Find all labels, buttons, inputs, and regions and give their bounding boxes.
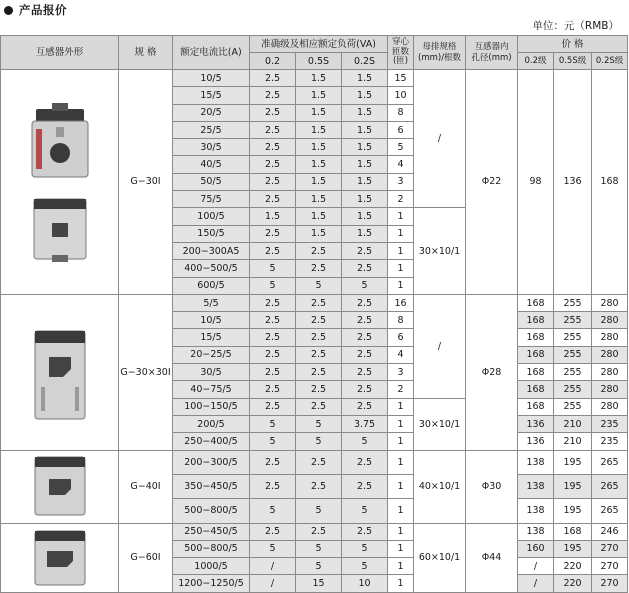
price-0-2s-cell: 270	[592, 575, 628, 592]
acc-0-5s-cell: 2.5	[296, 474, 342, 498]
price-0-5s-cell: 220	[554, 575, 592, 592]
header-turns: 穿心 匝数 (匝)	[388, 36, 414, 70]
acc-0-5s-cell: 2.5	[296, 364, 342, 381]
acc-0-2-cell: 2.5	[250, 450, 296, 474]
acc-0-2-cell: 5	[250, 415, 296, 432]
turns-cell: 3	[388, 173, 414, 190]
price-0-5s-cell: 255	[554, 381, 592, 398]
acc-0-2-cell: 2.5	[250, 398, 296, 415]
acc-0-2s-cell: 5	[342, 558, 388, 575]
price-0-5s-cell: 220	[554, 558, 592, 575]
turns-cell: 2	[388, 191, 414, 208]
price-0-2-cell: 168	[518, 346, 554, 363]
acc-0-5s-cell: 2.5	[296, 381, 342, 398]
ratio-cell: 50/5	[173, 173, 250, 190]
acc-0-2-cell: 5	[250, 540, 296, 557]
acc-0-5s-cell: 5	[296, 415, 342, 432]
acc-0-5s-cell: 5	[296, 540, 342, 557]
acc-0-2s-cell: 2.5	[342, 260, 388, 277]
acc-0-2s-cell: 1.5	[342, 173, 388, 190]
ratio-cell: 500−800/5	[173, 540, 250, 557]
table-row	[1, 70, 628, 87]
price-0-2s-cell: 235	[592, 433, 628, 450]
acc-0-2-cell: 2.5	[250, 191, 296, 208]
price-0-2s-cell: 265	[592, 474, 628, 498]
price-0-2s-cell: 280	[592, 329, 628, 346]
ratio-cell: 10/5	[173, 312, 250, 329]
turns-cell: 1	[388, 415, 414, 432]
turns-cell: 1	[388, 499, 414, 523]
header-acc-0-5s: 0.5S	[296, 53, 342, 70]
turns-cell: 16	[388, 294, 414, 311]
acc-0-2-cell: 5	[250, 433, 296, 450]
acc-0-2s-cell: 5	[342, 499, 388, 523]
price-0-2-cell: 160	[518, 540, 554, 557]
price-table-body	[1, 70, 628, 593]
acc-0-2-cell: /	[250, 575, 296, 592]
price-0-5s-cell: 255	[554, 312, 592, 329]
acc-0-2s-cell: 5	[342, 433, 388, 450]
ct-g60i-icon	[25, 525, 95, 591]
price-0-2s-cell: 280	[592, 381, 628, 398]
hole-cell: Φ22	[466, 70, 518, 295]
acc-0-2s-cell: 1.5	[342, 208, 388, 225]
turns-cell: 8	[388, 312, 414, 329]
ratio-cell: 100−150/5	[173, 398, 250, 415]
price-0-2s-cell: 270	[592, 540, 628, 557]
spec-cell: G−30×30I	[119, 294, 173, 450]
currency-unit: 单位：元（RMB）	[532, 20, 619, 32]
acc-0-2-cell: 5	[250, 499, 296, 523]
appearance-image	[1, 294, 119, 450]
price-0-2s-cell: 235	[592, 415, 628, 432]
price-0-5s-cell: 195	[554, 540, 592, 557]
header-hole: 互感器内 孔径(mm)	[466, 36, 518, 70]
turns-cell: 1	[388, 575, 414, 592]
ratio-cell: 600/5	[173, 277, 250, 294]
acc-0-5s-cell: 2.5	[296, 294, 342, 311]
price-0-5s-cell: 195	[554, 499, 592, 523]
price-0-5s-cell: 168	[554, 523, 592, 540]
price-0-5s-cell: 210	[554, 433, 592, 450]
turns-cell: 2	[388, 381, 414, 398]
acc-0-2s-cell: 1.5	[342, 156, 388, 173]
acc-0-2s-cell: 2.5	[342, 474, 388, 498]
acc-0-2-cell: 2.5	[250, 474, 296, 498]
ratio-cell: 75/5	[173, 191, 250, 208]
price-0-5s-cell: 255	[554, 294, 592, 311]
acc-0-2-cell: 2.5	[250, 121, 296, 138]
acc-0-5s-cell: 2.5	[296, 312, 342, 329]
price-0-2-cell: /	[518, 558, 554, 575]
ratio-cell: 30/5	[173, 139, 250, 156]
ratio-cell: 40−75/5	[173, 381, 250, 398]
acc-0-2s-cell: 2.5	[342, 364, 388, 381]
turns-cell: 1	[388, 540, 414, 557]
price-0-2s-cell: 270	[592, 558, 628, 575]
acc-0-5s-cell: 1.5	[296, 156, 342, 173]
acc-0-2-cell: 2.5	[250, 225, 296, 242]
acc-0-2s-cell: 5	[342, 277, 388, 294]
ratio-cell: 25/5	[173, 121, 250, 138]
price-0-5s-cell: 210	[554, 415, 592, 432]
acc-0-5s-cell: 1.5	[296, 70, 342, 87]
price-0-2-cell: 136	[518, 415, 554, 432]
hole-cell: Φ44	[466, 523, 518, 592]
acc-0-5s-cell: 1.5	[296, 87, 342, 104]
acc-0-2s-cell: 1.5	[342, 121, 388, 138]
acc-0-2-cell: 5	[250, 260, 296, 277]
turns-cell: 1	[388, 225, 414, 242]
turns-cell: 1	[388, 208, 414, 225]
acc-0-2s-cell: 2.5	[342, 398, 388, 415]
acc-0-2s-cell: 2.5	[342, 312, 388, 329]
ratio-cell: 200−300A5	[173, 242, 250, 259]
acc-0-2-cell: 2.5	[250, 87, 296, 104]
acc-0-2-cell: 2.5	[250, 329, 296, 346]
spec-cell: G−60I	[119, 523, 173, 592]
ratio-cell: 15/5	[173, 329, 250, 346]
acc-0-2-cell: 2.5	[250, 364, 296, 381]
turns-cell: 1	[388, 474, 414, 498]
table-row	[1, 294, 628, 311]
price-0-2s-cell: 246	[592, 523, 628, 540]
acc-0-5s-cell: 5	[296, 433, 342, 450]
appearance-image	[1, 523, 119, 592]
price-0-2-cell: 138	[518, 450, 554, 474]
section-title-text: 产品报价	[19, 3, 67, 17]
acc-0-2s-cell: 5	[342, 540, 388, 557]
ratio-cell: 1200−1250/5	[173, 575, 250, 592]
acc-0-2s-cell: 2.5	[342, 450, 388, 474]
bullet-icon	[4, 6, 13, 15]
price-0-5s-cell: 255	[554, 346, 592, 363]
acc-0-2s-cell: 3.75	[342, 415, 388, 432]
turns-cell: 1	[388, 242, 414, 259]
price-0-2-cell: /	[518, 575, 554, 592]
acc-0-5s-cell: 2.5	[296, 260, 342, 277]
ratio-cell: 250−450/5	[173, 523, 250, 540]
header-price: 价 格	[518, 36, 628, 53]
hole-cell: Φ28	[466, 294, 518, 450]
acc-0-2s-cell: 2.5	[342, 329, 388, 346]
appearance-image	[1, 70, 119, 295]
acc-0-2s-cell: 1.5	[342, 225, 388, 242]
price-0-2s-cell: 280	[592, 294, 628, 311]
price-0-2-cell: 168	[518, 364, 554, 381]
acc-0-5s-cell: 1.5	[296, 139, 342, 156]
acc-0-2s-cell: 2.5	[342, 523, 388, 540]
ratio-cell: 20/5	[173, 104, 250, 121]
ratio-cell: 30/5	[173, 364, 250, 381]
turns-cell: 8	[388, 104, 414, 121]
acc-0-2-cell: 2.5	[250, 156, 296, 173]
ratio-cell: 20−25/5	[173, 346, 250, 363]
acc-0-2-cell: 2.5	[250, 139, 296, 156]
price-0-2s-cell: 280	[592, 364, 628, 381]
acc-0-2-cell: 1.5	[250, 208, 296, 225]
price-0-2-cell: 136	[518, 433, 554, 450]
busbar-cell: /	[414, 70, 466, 208]
acc-0-2-cell: 5	[250, 277, 296, 294]
table-row	[1, 450, 628, 474]
busbar-cell: 60×10/1	[414, 523, 466, 592]
acc-0-5s-cell: 2.5	[296, 523, 342, 540]
price-0-2s-cell: 280	[592, 398, 628, 415]
acc-0-5s-cell: 2.5	[296, 346, 342, 363]
acc-0-5s-cell: 15	[296, 575, 342, 592]
ratio-cell: 250−400/5	[173, 433, 250, 450]
price-0-5s-cell: 136	[554, 70, 592, 295]
acc-0-2-cell: 2.5	[250, 70, 296, 87]
turns-cell: 15	[388, 70, 414, 87]
acc-0-2s-cell: 2.5	[342, 381, 388, 398]
turns-cell: 1	[388, 433, 414, 450]
acc-0-2-cell: 2.5	[250, 294, 296, 311]
header-price-0-2s: 0.2S级	[592, 53, 628, 70]
ct-g40i-icon	[25, 451, 95, 523]
turns-cell: 10	[388, 87, 414, 104]
turns-cell: 4	[388, 156, 414, 173]
ratio-cell: 1000/5	[173, 558, 250, 575]
ratio-cell: 5/5	[173, 294, 250, 311]
acc-0-5s-cell: 2.5	[296, 242, 342, 259]
price-0-2s-cell: 265	[592, 450, 628, 474]
acc-0-5s-cell: 5	[296, 277, 342, 294]
price-0-5s-cell: 255	[554, 364, 592, 381]
price-0-2-cell: 168	[518, 398, 554, 415]
acc-0-2-cell: 2.5	[250, 104, 296, 121]
busbar-cell: 40×10/1	[414, 450, 466, 523]
acc-0-5s-cell: 5	[296, 499, 342, 523]
acc-0-2s-cell: 1.5	[342, 70, 388, 87]
hole-cell: Φ30	[466, 450, 518, 523]
acc-0-5s-cell: 1.5	[296, 208, 342, 225]
price-0-2-cell: 168	[518, 312, 554, 329]
acc-0-2-cell: 2.5	[250, 346, 296, 363]
acc-0-2s-cell: 1.5	[342, 87, 388, 104]
price-0-2-cell: 138	[518, 474, 554, 498]
price-0-2-cell: 168	[518, 381, 554, 398]
acc-0-5s-cell: 1.5	[296, 191, 342, 208]
ratio-cell: 500−800/5	[173, 499, 250, 523]
acc-0-2-cell: 2.5	[250, 381, 296, 398]
spec-cell: G−40I	[119, 450, 173, 523]
acc-0-2s-cell: 1.5	[342, 191, 388, 208]
acc-0-2-cell: 2.5	[250, 173, 296, 190]
acc-0-2s-cell: 1.5	[342, 139, 388, 156]
turns-cell: 1	[388, 277, 414, 294]
turns-cell: 1	[388, 260, 414, 277]
acc-0-5s-cell: 1.5	[296, 104, 342, 121]
price-0-5s-cell: 255	[554, 329, 592, 346]
acc-0-5s-cell: 1.5	[296, 121, 342, 138]
ct-g30x30i-icon	[25, 317, 95, 427]
section-title	[4, 2, 67, 18]
acc-0-2s-cell: 2.5	[342, 294, 388, 311]
header-ratio: 额定电流比(A)	[173, 36, 250, 70]
ratio-cell: 10/5	[173, 70, 250, 87]
turns-cell: 1	[388, 523, 414, 540]
acc-0-2s-cell: 10	[342, 575, 388, 592]
turns-cell: 1	[388, 398, 414, 415]
turns-cell: 5	[388, 139, 414, 156]
header-acc-0-2: 0.2	[250, 53, 296, 70]
price-0-2-cell: 98	[518, 70, 554, 295]
busbar-cell: 30×10/1	[414, 208, 466, 294]
ratio-cell: 100/5	[173, 208, 250, 225]
ratio-cell: 200/5	[173, 415, 250, 432]
turns-cell: 4	[388, 346, 414, 363]
acc-0-5s-cell: 5	[296, 558, 342, 575]
header-appearance: 互感器外形	[1, 36, 119, 70]
acc-0-5s-cell: 1.5	[296, 173, 342, 190]
header-accuracy: 准确级及相应额定负荷(VA)	[250, 36, 388, 53]
turns-cell: 1	[388, 558, 414, 575]
acc-0-2-cell: /	[250, 558, 296, 575]
price-0-2-cell: 168	[518, 294, 554, 311]
ratio-cell: 350−450/5	[173, 474, 250, 498]
price-0-2s-cell: 168	[592, 70, 628, 295]
ratio-cell: 40/5	[173, 156, 250, 173]
header-price-0-2: 0.2级	[518, 53, 554, 70]
ratio-cell: 400−500/5	[173, 260, 250, 277]
acc-0-2-cell: 2.5	[250, 523, 296, 540]
table-row	[1, 523, 628, 540]
price-table	[0, 35, 628, 593]
price-0-5s-cell: 195	[554, 474, 592, 498]
acc-0-5s-cell: 1.5	[296, 225, 342, 242]
header-spec: 规 格	[119, 36, 173, 70]
turns-cell: 6	[388, 121, 414, 138]
acc-0-2-cell: 2.5	[250, 242, 296, 259]
header-price-0-5s: 0.5S级	[554, 53, 592, 70]
acc-0-2-cell: 2.5	[250, 312, 296, 329]
acc-0-5s-cell: 2.5	[296, 450, 342, 474]
price-0-2s-cell: 280	[592, 346, 628, 363]
turns-cell: 6	[388, 329, 414, 346]
price-0-5s-cell: 195	[554, 450, 592, 474]
price-0-2-cell: 168	[518, 329, 554, 346]
appearance-image	[1, 450, 119, 523]
acc-0-2s-cell: 2.5	[342, 242, 388, 259]
acc-0-2s-cell: 2.5	[342, 346, 388, 363]
ratio-cell: 15/5	[173, 87, 250, 104]
acc-0-5s-cell: 2.5	[296, 398, 342, 415]
acc-0-2s-cell: 1.5	[342, 104, 388, 121]
price-0-2s-cell: 280	[592, 312, 628, 329]
price-0-2s-cell: 265	[592, 499, 628, 523]
ratio-cell: 150/5	[173, 225, 250, 242]
ratio-cell: 200−300/5	[173, 450, 250, 474]
price-0-2-cell: 138	[518, 499, 554, 523]
price-0-2-cell: 138	[518, 523, 554, 540]
price-0-5s-cell: 255	[554, 398, 592, 415]
acc-0-5s-cell: 2.5	[296, 329, 342, 346]
header-acc-0-2s: 0.2S	[342, 53, 388, 70]
busbar-cell: 30×10/1	[414, 398, 466, 450]
header-busbar: 母排规格 (mm)/根数	[414, 36, 466, 70]
ct-g30i-icon	[22, 99, 98, 264]
busbar-cell: /	[414, 294, 466, 398]
turns-cell: 1	[388, 450, 414, 474]
spec-cell: G−30I	[119, 70, 173, 295]
turns-cell: 3	[388, 364, 414, 381]
